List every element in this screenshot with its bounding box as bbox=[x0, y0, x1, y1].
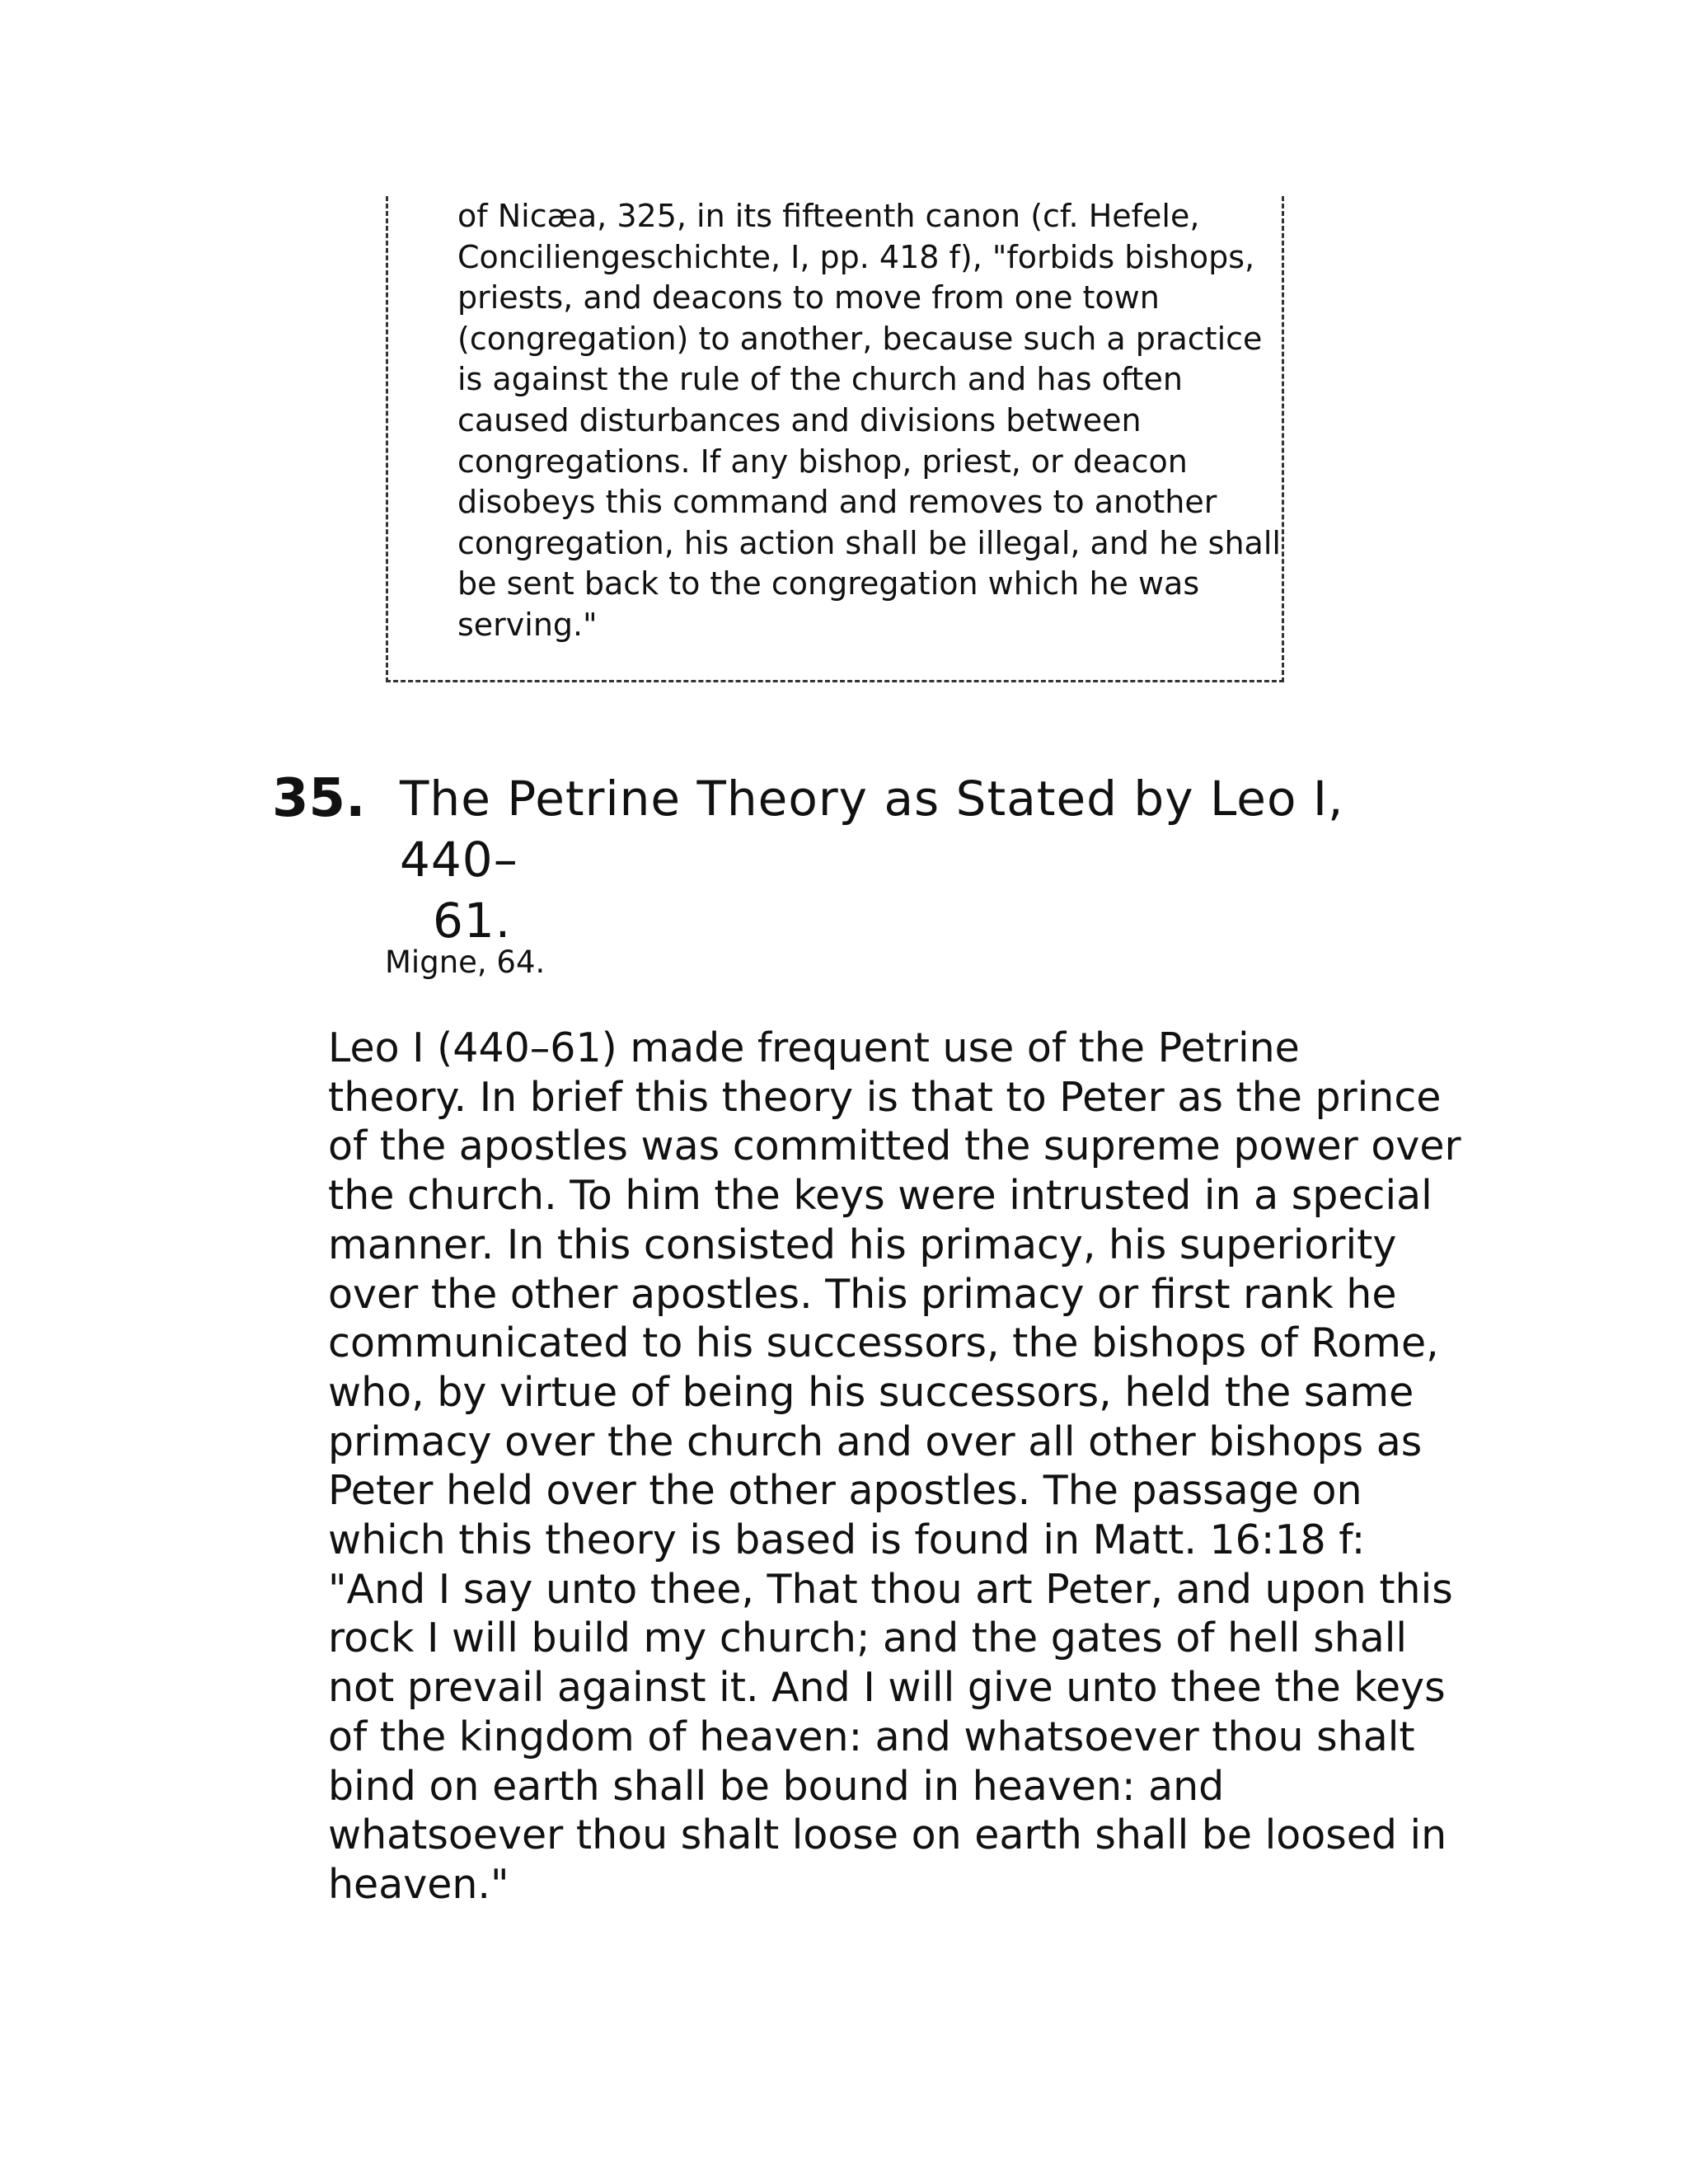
footnote-line: disobeys this command and removes to another bbox=[457, 484, 1217, 521]
body-line: heaven." bbox=[328, 1860, 509, 1908]
footnote-line: priests, and deacons to move from one town bbox=[457, 279, 1160, 316]
body-line: over the other apostles. This primacy or first rank he bbox=[328, 1270, 1397, 1318]
footnote-line: is against the rule of the church and has often bbox=[457, 361, 1183, 398]
body-line: whatsoever thou shalt loose on earth shall be loosed in bbox=[328, 1811, 1447, 1859]
body-line: "And I say unto thee, That thou art Peter, and upon this bbox=[328, 1565, 1453, 1613]
footnote-line: (congregation) to another, because such a practice bbox=[457, 320, 1263, 357]
body-text bbox=[328, 1024, 1461, 1910]
body-line: who, by virtue of being his successors, held the same bbox=[328, 1368, 1414, 1416]
footnote-box bbox=[386, 196, 1284, 682]
body-line: Leo I (440–61) made frequent use of the Petrine bbox=[328, 1024, 1300, 1071]
body-line: Peter held over the other apostles. The passage on bbox=[328, 1467, 1362, 1515]
body-line: theory. In brief this theory is that to Peter as the prince bbox=[328, 1073, 1442, 1121]
body-line: manner. In this consisted his primacy, his superiority bbox=[328, 1221, 1397, 1268]
footnote-line: of Nicæa, 325, in its fifteenth canon (cf. Hefele, bbox=[457, 198, 1200, 234]
section-title-line: The Petrine Theory as Stated by Leo I, 440– bbox=[400, 771, 1344, 888]
section-title-line: 61. bbox=[433, 893, 512, 949]
body-line: communicated to his successors, the bishops of Rome, bbox=[328, 1319, 1439, 1367]
section-title bbox=[400, 768, 1389, 951]
footnote-line: be sent back to the congregation which he was bbox=[457, 565, 1200, 602]
body-line: bind on earth shall be bound in heaven: and bbox=[328, 1762, 1225, 1810]
body-line: of the kingdom of heaven: and whatsoever thou shalt bbox=[328, 1713, 1415, 1760]
body-line: rock I will build my church; and the gates of hell shall bbox=[328, 1615, 1408, 1662]
footnote-line: congregation, his action shall be illegal, and he shall bbox=[457, 524, 1281, 561]
footnote-line: caused disturbances and divisions between bbox=[457, 401, 1142, 438]
source-citation: Migne, 64. bbox=[385, 944, 546, 980]
footnote-text bbox=[457, 196, 1282, 646]
footnote-line: congregations. If any bishop, priest, or deacon bbox=[457, 443, 1188, 480]
footnote-line: Conciliengeschichte, I, pp. 418 f), "forbids bishops, bbox=[457, 238, 1255, 275]
body-line: the church. To him the keys were intrusted in a special bbox=[328, 1172, 1432, 1220]
footnote-line: serving." bbox=[457, 606, 598, 643]
body-line: primacy over the church and over all other bishops as bbox=[328, 1418, 1423, 1465]
body-line: of the apostles was committed the supreme power over bbox=[328, 1122, 1461, 1170]
body-line: which this theory is based is found in Matt. 16:18 f: bbox=[328, 1516, 1366, 1564]
section-number: 35. bbox=[272, 768, 366, 829]
body-line: not prevail against it. And I will give unto thee the keys bbox=[328, 1664, 1446, 1712]
